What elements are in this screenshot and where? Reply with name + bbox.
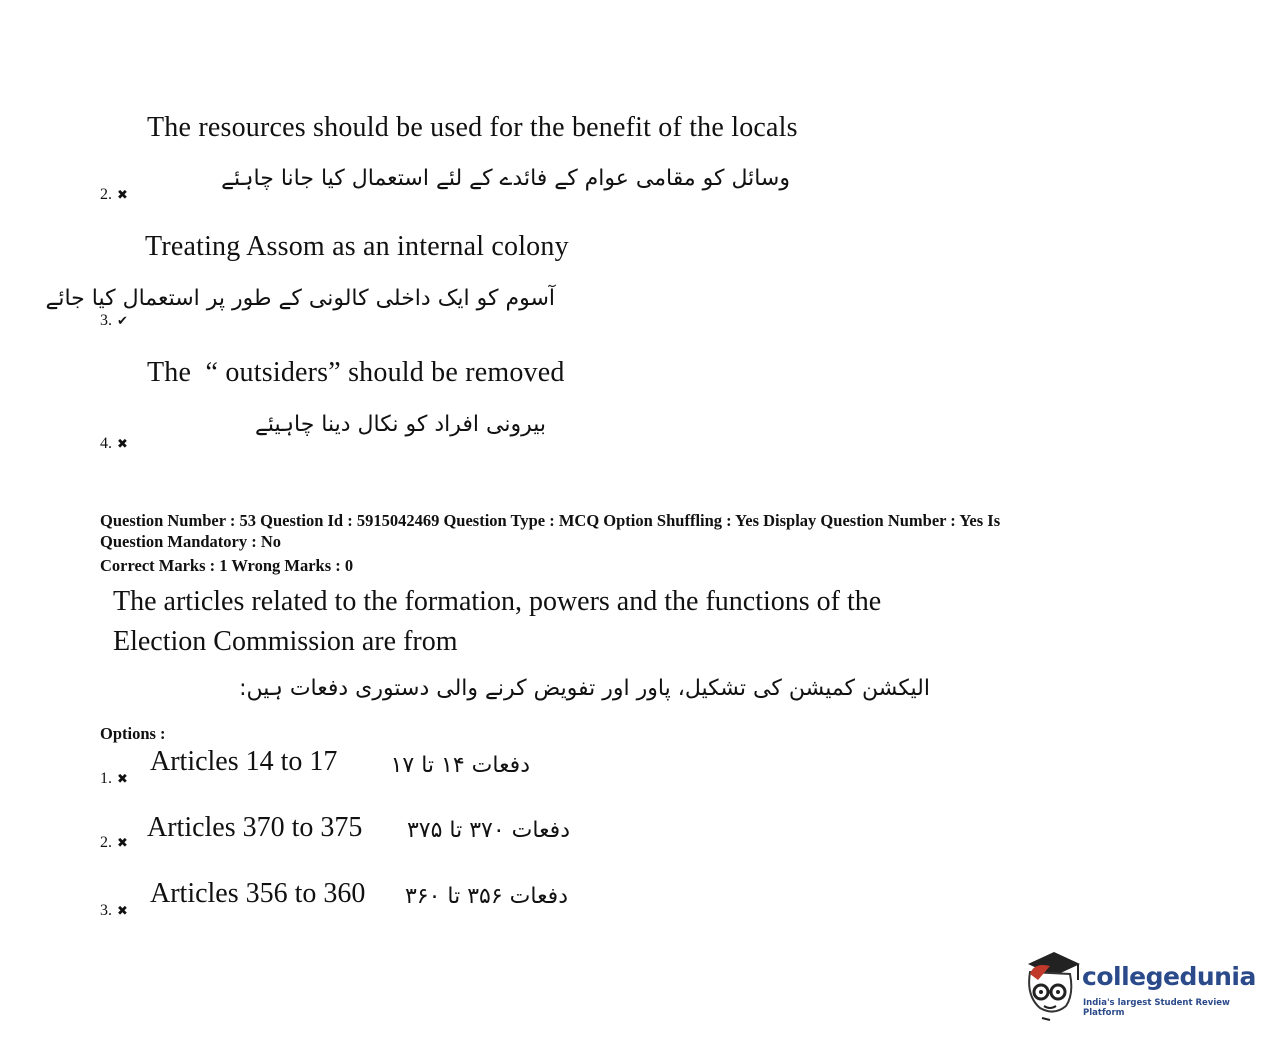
logo-tagline: India's largest Student Review Platform	[1083, 998, 1230, 1018]
question-text-en-line1: The articles related to the formation, powers and the functions of the	[113, 586, 882, 617]
prev-option-2-number: 2. ✖	[100, 186, 128, 203]
cross-icon: ✖	[117, 904, 128, 919]
prev-option-4-number: 4. ✖	[100, 435, 128, 452]
option-3-text-ur: دفعات ۳۵۶ تا ۳۶۰	[404, 884, 568, 909]
prev-option-4-text-en: The “ outsiders” should be removed	[147, 357, 565, 388]
option-1-text-ur: دفعات ۱۴ تا ۱۷	[390, 753, 530, 778]
graduate-mascot-icon	[1020, 950, 1082, 1025]
option-1-text-en: Articles 14 to 17	[150, 746, 338, 777]
question-marks: Correct Marks : 1 Wrong Marks : 0	[100, 556, 354, 575]
option-2-text-ur: دفعات ۳۷۰ تا ۳۷۵	[406, 818, 570, 843]
cross-icon: ✖	[117, 772, 128, 787]
option-1-number: 1. ✖	[100, 770, 128, 787]
prev-option-2-text-en: The resources should be used for the benefit of the locals	[147, 112, 798, 143]
prev-option-3-number: 3. ✔	[100, 312, 128, 329]
cross-icon: ✖	[117, 836, 128, 851]
option-3-number: 3. ✖	[100, 902, 128, 919]
prev-option-4-text-ur: بیرونی افراد کو نکال دینا چاہیئے	[254, 412, 546, 437]
prev-option-3-text-en: Treating Assom as an internal colony	[145, 231, 569, 262]
prev-option-3-text-ur: آسوم کو ایک داخلی کالونی کے طور پر استعمال کیا جائے	[45, 286, 555, 311]
logo-name: collegedunia	[1082, 962, 1256, 991]
question-meta-line1: Question Number : 53 Question Id : 5915042469 Question Type : MCQ Option Shuffling : Yes Display Question Number : Yes Is	[100, 511, 1001, 530]
collegedunia-logo	[1020, 950, 1260, 1025]
question-text-ur: الیکشن کمیشن کی تشکیل، پاور اور تفویض کرنے والی دستوری دفعات ہیں:	[239, 676, 930, 701]
options-label: Options :	[100, 724, 166, 743]
prev-option-2-text-ur: وسائل کو مقامی عوام کے فائدے کے لئے استعمال کیا جانا چاہئے	[221, 166, 790, 191]
option-2-number: 2. ✖	[100, 834, 128, 851]
cross-icon: ✖	[117, 188, 128, 203]
check-icon: ✔	[117, 314, 128, 329]
question-meta-line2: Question Mandatory : No	[100, 532, 282, 551]
option-2-text-en: Articles 370 to 375	[147, 812, 363, 843]
cross-icon: ✖	[117, 437, 128, 452]
question-text-en-line2: Election Commission are from	[113, 626, 458, 657]
option-3-text-en: Articles 356 to 360	[150, 878, 366, 909]
